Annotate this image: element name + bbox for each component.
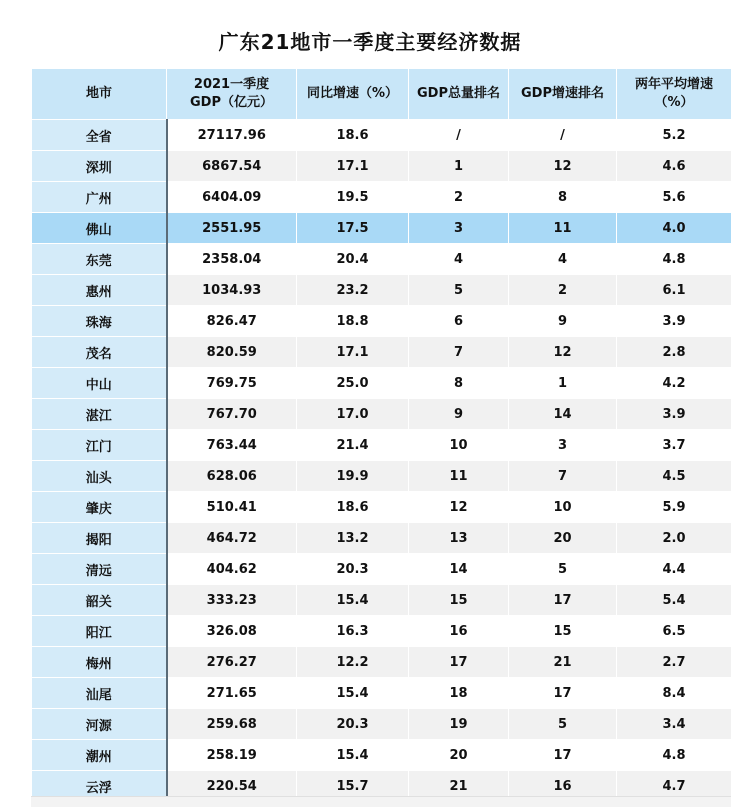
- gdp-rank-cell: 12: [409, 492, 509, 523]
- growth-rank-cell: 1: [509, 368, 617, 399]
- gdp-rank-cell: 5: [409, 275, 509, 306]
- growth-cell: 12.2: [297, 647, 409, 678]
- growth-cell: 15.7: [297, 771, 409, 802]
- two-year-avg-cell: 2.7: [617, 647, 732, 678]
- gdp-cell: 826.47: [167, 306, 297, 337]
- two-year-avg-cell: 4.7: [617, 771, 732, 802]
- two-year-avg-cell: 6.5: [617, 616, 732, 647]
- city-cell: 揭阳: [32, 523, 167, 554]
- header-label: （%）: [654, 95, 694, 110]
- growth-cell: 23.2: [297, 275, 409, 306]
- growth-rank-cell: 11: [509, 213, 617, 244]
- growth-cell: 15.4: [297, 585, 409, 616]
- gdp-cell: 767.70: [167, 399, 297, 430]
- two-year-avg-cell: 5.9: [617, 492, 732, 523]
- growth-rank-cell: 21: [509, 647, 617, 678]
- table-row: [32, 399, 732, 430]
- growth-rank-cell: 17: [509, 678, 617, 709]
- growth-rank-column-header: [509, 69, 617, 120]
- header-label: 地市: [85, 86, 112, 101]
- gdp-cell: 2358.04: [167, 244, 297, 275]
- gdp-rank-cell: 13: [409, 523, 509, 554]
- gdp-cell: 628.06: [167, 461, 297, 492]
- growth-rank-cell: /: [509, 120, 617, 151]
- growth-rank-cell: 14: [509, 399, 617, 430]
- gdp-rank-cell: 21: [409, 771, 509, 802]
- growth-cell: 20.4: [297, 244, 409, 275]
- gdp-cell: 464.72: [167, 523, 297, 554]
- table-row: [32, 213, 732, 244]
- growth-rank-cell: 5: [509, 554, 617, 585]
- growth-cell: 13.2: [297, 523, 409, 554]
- gdp-rank-column-header: [409, 69, 509, 120]
- two-year-avg-cell: 5.2: [617, 120, 732, 151]
- gdp-rank-cell: 15: [409, 585, 509, 616]
- growth-rank-cell: 5: [509, 709, 617, 740]
- gdp-table: [31, 68, 732, 802]
- gdp-rank-cell: 19: [409, 709, 509, 740]
- table-row: [32, 616, 732, 647]
- table-row: [32, 647, 732, 678]
- table-row: [32, 182, 732, 213]
- growth-rank-cell: 4: [509, 244, 617, 275]
- gdp-rank-cell: 11: [409, 461, 509, 492]
- gdp-rank-cell: 4: [409, 244, 509, 275]
- gdp-cell: 220.54: [167, 771, 297, 802]
- gdp-cell: 259.68: [167, 709, 297, 740]
- growth-rank-cell: 10: [509, 492, 617, 523]
- gdp-cell: 326.08: [167, 616, 297, 647]
- city-cell: 湛江: [32, 399, 167, 430]
- gdp-rank-cell: 6: [409, 306, 509, 337]
- city-cell: 全省: [32, 120, 167, 151]
- growth-cell: 18.6: [297, 492, 409, 523]
- growth-rank-cell: 20: [509, 523, 617, 554]
- table-row: [32, 709, 732, 740]
- gdp-rank-cell: 10: [409, 430, 509, 461]
- table-row: [32, 585, 732, 616]
- growth-cell: 20.3: [297, 554, 409, 585]
- growth-cell: 15.4: [297, 678, 409, 709]
- two-year-avg-cell: 3.9: [617, 399, 732, 430]
- city-cell: 肇庆: [32, 492, 167, 523]
- header-label: GDP增速排名: [521, 86, 604, 101]
- two-year-avg-cell: 8.4: [617, 678, 732, 709]
- gdp-cell: 333.23: [167, 585, 297, 616]
- two-year-avg-cell: 4.6: [617, 151, 732, 182]
- table-row: [32, 430, 732, 461]
- growth-cell: 17.1: [297, 151, 409, 182]
- two-year-avg-cell: 5.4: [617, 585, 732, 616]
- two-year-avg-cell: 4.8: [617, 740, 732, 771]
- growth-rank-cell: 2: [509, 275, 617, 306]
- growth-rank-cell: 12: [509, 151, 617, 182]
- table-row: [32, 337, 732, 368]
- gdp-cell: 276.27: [167, 647, 297, 678]
- header-label: 2021一季度: [193, 77, 270, 92]
- city-cell: 河源: [32, 709, 167, 740]
- gdp-cell: 404.62: [167, 554, 297, 585]
- gdp-rank-cell: /: [409, 120, 509, 151]
- table-bottom-edge: [31, 796, 731, 807]
- city-cell: 汕头: [32, 461, 167, 492]
- two-year-avg-cell: 4.2: [617, 368, 732, 399]
- gdp-cell: 1034.93: [167, 275, 297, 306]
- gdp-rank-cell: 18: [409, 678, 509, 709]
- growth-rank-cell: 7: [509, 461, 617, 492]
- two-year-avg-cell: 4.0: [617, 213, 732, 244]
- growth-rank-cell: 9: [509, 306, 617, 337]
- table-row: [32, 678, 732, 709]
- header-label: 两年平均增速: [634, 77, 713, 92]
- growth-rank-cell: 8: [509, 182, 617, 213]
- gdp-cell: 769.75: [167, 368, 297, 399]
- gdp-cell: 6404.09: [167, 182, 297, 213]
- gdp-rank-cell: 3: [409, 213, 509, 244]
- gdp-cell: 820.59: [167, 337, 297, 368]
- gdp-rank-cell: 1: [409, 151, 509, 182]
- city-cell: 梅州: [32, 647, 167, 678]
- two-year-avg-cell: 3.9: [617, 306, 732, 337]
- table-body: [32, 120, 732, 802]
- growth-cell: 25.0: [297, 368, 409, 399]
- table-row: [32, 740, 732, 771]
- gdp-cell: 271.65: [167, 678, 297, 709]
- table-row: [32, 461, 732, 492]
- table-row: [32, 368, 732, 399]
- gdp-rank-cell: 2: [409, 182, 509, 213]
- growth-rank-cell: 16: [509, 771, 617, 802]
- growth-cell: 17.0: [297, 399, 409, 430]
- city-cell: 韶关: [32, 585, 167, 616]
- city-cell: 阳江: [32, 616, 167, 647]
- gdp-rank-cell: 8: [409, 368, 509, 399]
- gdp-rank-cell: 20: [409, 740, 509, 771]
- growth-cell: 18.6: [297, 120, 409, 151]
- header-label: GDP总量排名: [417, 86, 500, 101]
- table-row: [32, 275, 732, 306]
- two-year-avg-cell: 2.0: [617, 523, 732, 554]
- growth-rank-cell: 3: [509, 430, 617, 461]
- city-cell: 佛山: [32, 213, 167, 244]
- header-label: 同比增速（%）: [306, 86, 399, 101]
- city-cell: 江门: [32, 430, 167, 461]
- growth-rank-cell: 17: [509, 585, 617, 616]
- city-cell: 汕尾: [32, 678, 167, 709]
- growth-cell: 19.9: [297, 461, 409, 492]
- gdp-cell: 763.44: [167, 430, 297, 461]
- header-row: [32, 69, 732, 120]
- two-year-avg-cell: 4.8: [617, 244, 732, 275]
- two-year-avg-cell: 5.6: [617, 182, 732, 213]
- growth-cell: 15.4: [297, 740, 409, 771]
- growth-cell: 21.4: [297, 430, 409, 461]
- gdp-column-header: [167, 69, 297, 120]
- header-label: GDP（亿元）: [190, 95, 273, 110]
- table-header: [32, 69, 732, 120]
- gdp-rank-cell: 9: [409, 399, 509, 430]
- table-row: [32, 120, 732, 151]
- growth-rank-cell: 17: [509, 740, 617, 771]
- gdp-rank-cell: 14: [409, 554, 509, 585]
- city-column-header: [32, 69, 167, 120]
- gdp-rank-cell: 16: [409, 616, 509, 647]
- growth-cell: 17.1: [297, 337, 409, 368]
- city-cell: 珠海: [32, 306, 167, 337]
- table-row: [32, 151, 732, 182]
- gdp-cell: 27117.96: [167, 120, 297, 151]
- two-year-avg-cell: 3.7: [617, 430, 732, 461]
- growth-cell: 16.3: [297, 616, 409, 647]
- two-year-avg-column-header: [617, 69, 732, 120]
- table-row: [32, 554, 732, 585]
- growth-cell: 19.5: [297, 182, 409, 213]
- two-year-avg-cell: 2.8: [617, 337, 732, 368]
- growth-rank-cell: 15: [509, 616, 617, 647]
- table-row: [32, 523, 732, 554]
- gdp-rank-cell: 17: [409, 647, 509, 678]
- two-year-avg-cell: 4.5: [617, 461, 732, 492]
- city-cell: 广州: [32, 182, 167, 213]
- page-title: 广东21地市一季度主要经济数据: [218, 30, 522, 54]
- city-cell: 中山: [32, 368, 167, 399]
- gdp-cell: 510.41: [167, 492, 297, 523]
- city-cell: 云浮: [32, 771, 167, 802]
- city-cell: 惠州: [32, 275, 167, 306]
- city-cell: 茂名: [32, 337, 167, 368]
- two-year-avg-cell: 4.4: [617, 554, 732, 585]
- growth-column-header: [297, 69, 409, 120]
- gdp-cell: 258.19: [167, 740, 297, 771]
- city-cell: 清远: [32, 554, 167, 585]
- growth-rank-cell: 12: [509, 337, 617, 368]
- gdp-cell: 2551.95: [167, 213, 297, 244]
- two-year-avg-cell: 6.1: [617, 275, 732, 306]
- table-row: [32, 244, 732, 275]
- growth-cell: 20.3: [297, 709, 409, 740]
- table-row: [32, 492, 732, 523]
- gdp-rank-cell: 7: [409, 337, 509, 368]
- city-cell: 潮州: [32, 740, 167, 771]
- city-cell: 深圳: [32, 151, 167, 182]
- growth-cell: 17.5: [297, 213, 409, 244]
- table-row: [32, 306, 732, 337]
- growth-cell: 18.8: [297, 306, 409, 337]
- city-cell: 东莞: [32, 244, 167, 275]
- two-year-avg-cell: 3.4: [617, 709, 732, 740]
- gdp-cell: 6867.54: [167, 151, 297, 182]
